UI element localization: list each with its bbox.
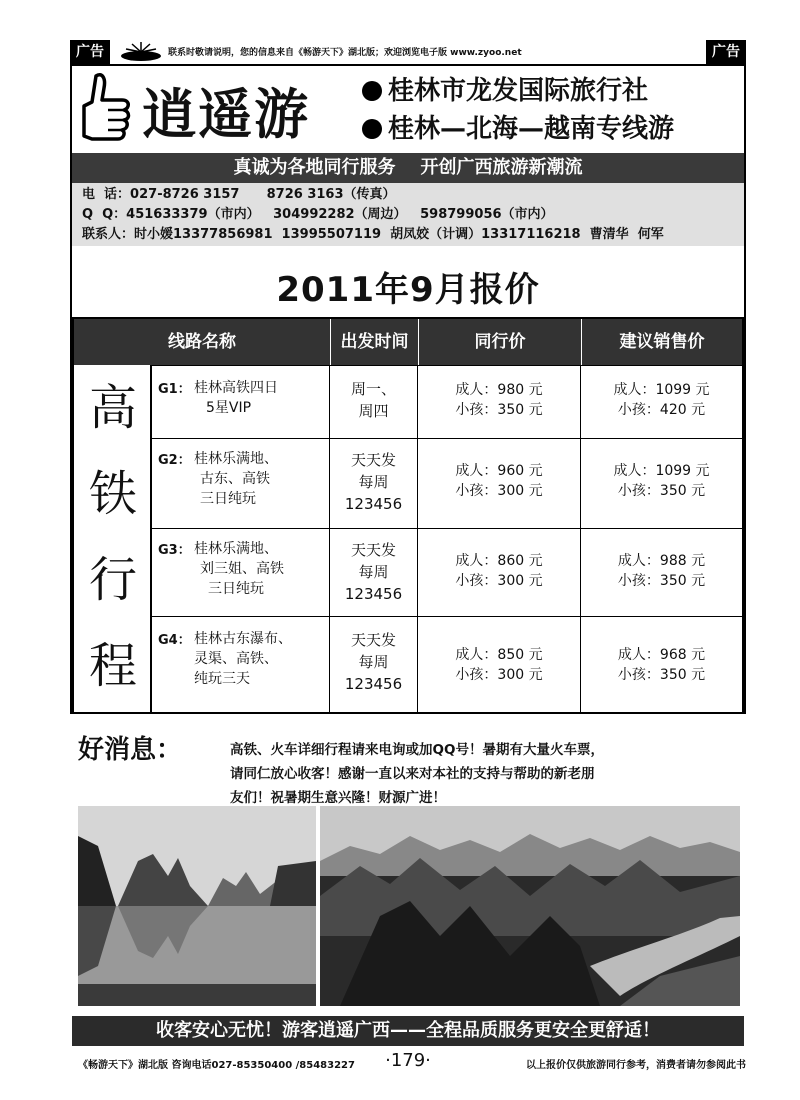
route-line: 纯玩三天 xyxy=(194,671,250,687)
route-line: 三日纯玩 xyxy=(200,491,256,507)
agency-specialty: 桂林—北海—越南专线游 xyxy=(362,110,674,148)
header-retail-price: 建议销售价 xyxy=(581,319,742,365)
departure-line: 周四 xyxy=(358,402,389,420)
category-label xyxy=(74,365,152,712)
retail-child-price: 小孩：420 元 xyxy=(617,402,706,418)
trade-adult-price: 成人：960 元 xyxy=(455,463,543,479)
route-code: G3： xyxy=(158,543,191,558)
header-route: 线路名称 xyxy=(168,332,236,352)
contact-phone: 电 话：027-8726 3157 8726 3163（传真） xyxy=(82,187,396,202)
header-trade-price: 同行价 xyxy=(418,319,581,365)
retail-child-price: 小孩：350 元 xyxy=(617,573,706,589)
retail-adult-price: 成人：1099 元 xyxy=(613,463,710,479)
departure-line: 天天发 xyxy=(350,451,396,469)
departure-cell xyxy=(330,617,418,712)
table-row xyxy=(152,528,742,616)
price-table xyxy=(72,317,744,714)
news-line: 高铁、火车详细行程请来电询或加QQ号！暑期有大量火车票， xyxy=(230,742,604,758)
route-line: 古东、高铁 xyxy=(200,471,270,487)
thumbs-up-icon xyxy=(78,70,134,146)
ad-tag-right: 广告 xyxy=(706,40,746,64)
trade-adult-price: 成人：860 元 xyxy=(455,553,543,569)
route-cell xyxy=(152,617,330,712)
route-line: 桂林古东瀑布、 xyxy=(194,631,292,647)
route-line: 刘三姐、高铁 xyxy=(200,561,284,577)
retail-child-price: 小孩：350 元 xyxy=(617,667,706,683)
departure-line: 天天发 xyxy=(350,541,396,559)
trade-price-cell xyxy=(418,439,581,528)
bottom-slogan: 收客安心无忧！游客逍遥广西——全程品质服务更安全更舒适！ xyxy=(72,1016,744,1046)
retail-adult-price: 成人：988 元 xyxy=(617,553,706,569)
news-text xyxy=(230,738,746,810)
departure-line: 123456 xyxy=(344,495,403,513)
contact-box xyxy=(72,183,744,246)
retail-price-cell xyxy=(581,529,742,616)
news-line: 请同仁放心收客！感谢一直以来对本社的支持与帮助的新老朋 xyxy=(230,766,595,782)
departure-line: 周一、 xyxy=(350,380,396,398)
departure-line: 天天发 xyxy=(350,631,396,649)
departure-line: 每周 xyxy=(358,473,389,491)
route-line: 桂林乐满地、 xyxy=(194,541,278,557)
route-line: 三日纯玩 xyxy=(208,581,264,597)
trade-adult-price: 成人：850 元 xyxy=(455,647,543,663)
landscape-photo-karst xyxy=(320,806,740,1006)
bullet-icon xyxy=(362,81,382,101)
table-row xyxy=(152,616,742,712)
retail-price-cell xyxy=(581,439,742,528)
trade-child-price: 小孩：350 元 xyxy=(455,402,543,418)
top-strip xyxy=(70,40,746,64)
route-cell xyxy=(152,439,330,528)
slogan-bar: 真诚为各地同行服务 开创广西旅游新潮流 xyxy=(72,153,744,183)
departure-line: 123456 xyxy=(344,675,403,693)
landscape-photo-river xyxy=(78,806,316,1006)
header-departure: 出发时间 xyxy=(330,319,418,365)
table-header xyxy=(74,319,742,365)
agency-logo xyxy=(78,70,348,146)
table-row xyxy=(152,365,742,438)
route-code: G4： xyxy=(158,633,191,648)
retail-price-cell xyxy=(581,366,742,438)
agency-name: 桂林市龙发国际旅行社 xyxy=(362,72,674,110)
agency-info xyxy=(362,72,674,148)
route-line: 桂林高铁四日 xyxy=(194,380,278,396)
trade-adult-price: 成人：980 元 xyxy=(455,382,543,398)
contact-notice: 联系时敬请说明，您的信息来自《畅游天下》湖北版；欢迎浏览电子版 www.zyoo.net xyxy=(168,48,522,58)
route-cell xyxy=(152,366,330,438)
ad-tag-left: 广告 xyxy=(70,40,110,64)
route-cell xyxy=(152,529,330,616)
magazine-logo-icon xyxy=(118,41,164,63)
departure-cell xyxy=(330,366,418,438)
page-number: ·179· xyxy=(385,1050,431,1071)
departure-line: 每周 xyxy=(358,653,389,671)
table-row xyxy=(152,438,742,528)
trade-child-price: 小孩：300 元 xyxy=(455,483,543,499)
trade-child-price: 小孩：300 元 xyxy=(455,667,543,683)
logo-text: 逍遥游 xyxy=(142,82,310,146)
category-char: 行 xyxy=(88,552,137,608)
retail-price-cell xyxy=(581,617,742,712)
retail-adult-price: 成人：1099 元 xyxy=(613,382,710,398)
trade-price-cell xyxy=(418,617,581,712)
news-label: 好消息： xyxy=(78,735,183,765)
retail-adult-price: 成人：968 元 xyxy=(617,647,706,663)
departure-line: 123456 xyxy=(344,585,403,603)
departure-line: 每周 xyxy=(358,563,389,581)
trade-price-cell xyxy=(418,529,581,616)
category-char: 程 xyxy=(88,638,137,694)
trade-child-price: 小孩：300 元 xyxy=(455,573,543,589)
route-code: G2： xyxy=(158,453,191,468)
footer-disclaimer: 以上报价仅供旅游同行参考，消费者请勿参阅此书 xyxy=(526,1060,746,1071)
bullet-icon xyxy=(362,119,382,139)
price-title: 2011年9月报价 xyxy=(276,270,540,310)
contact-persons: 联系人：时小媛13377856981 13995507119 胡凤姣（计调）13317116218 曹清华 何军 xyxy=(82,227,664,242)
news-line: 友们！祝暑期生意兴隆！财源广进！ xyxy=(230,790,446,806)
footer-magazine-info: 《畅游天下》湖北版 咨询电话027-85350400 /85483227 xyxy=(78,1060,355,1071)
category-char: 铁 xyxy=(88,466,137,522)
route-line: 灵渠、高铁、 xyxy=(194,651,278,667)
route-line: 桂林乐满地、 xyxy=(194,451,278,467)
route-code: G1： xyxy=(158,382,191,397)
trade-price-cell xyxy=(418,366,581,438)
route-line: 5星VIP xyxy=(206,400,252,416)
departure-cell xyxy=(330,529,418,616)
departure-cell xyxy=(330,439,418,528)
retail-child-price: 小孩：350 元 xyxy=(617,483,706,499)
category-char: 高 xyxy=(88,380,137,436)
contact-qq: Q Q：451633379（市内） 304992282（周边） 598799056（市内） xyxy=(82,207,554,222)
